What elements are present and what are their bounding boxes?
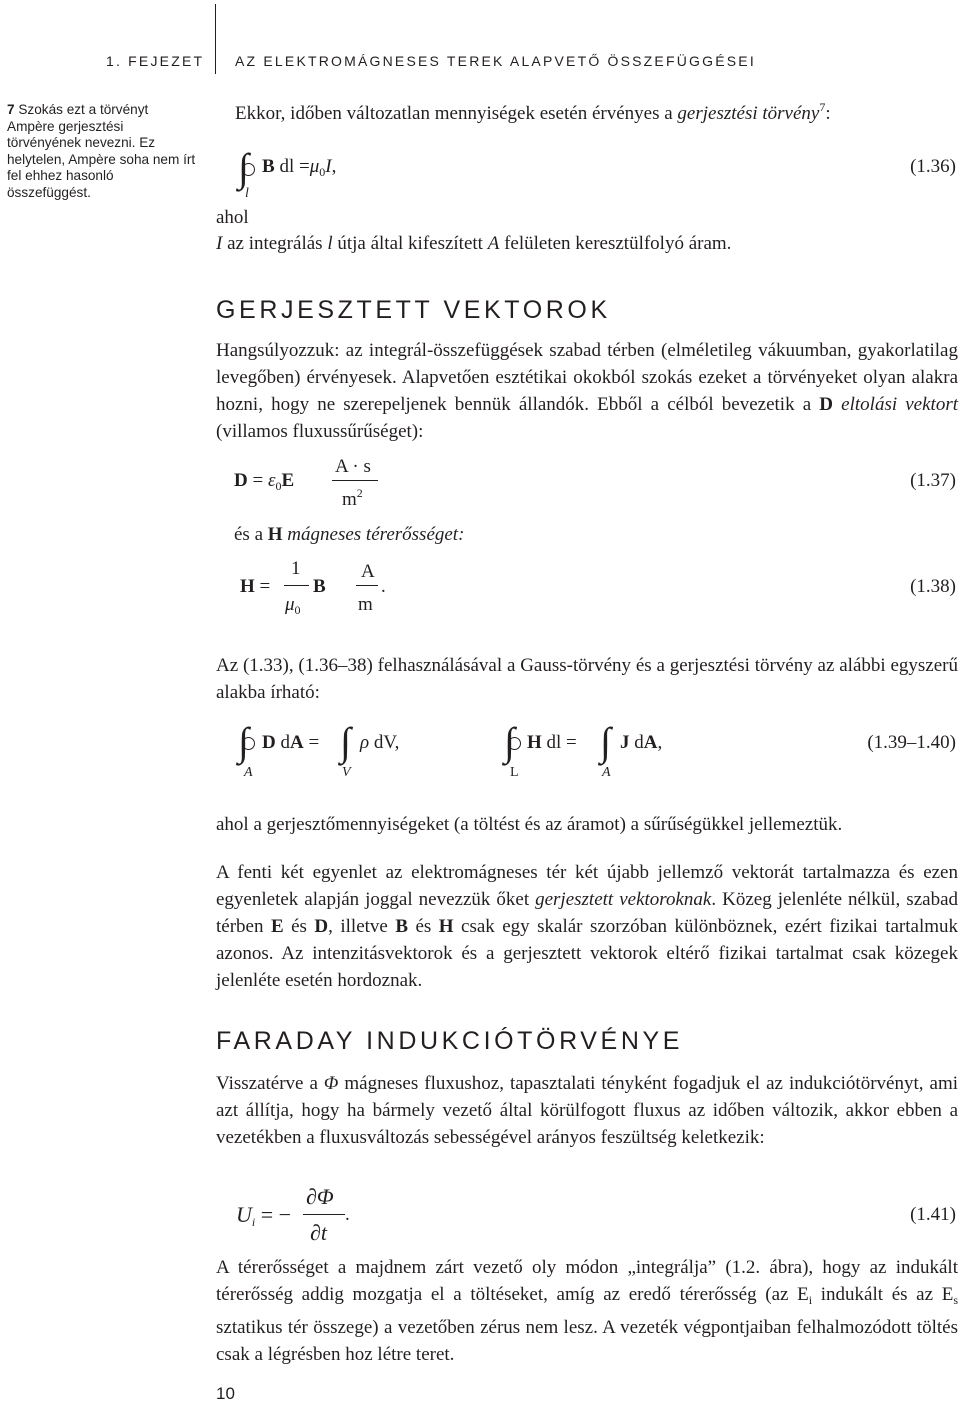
symbol-D: D [262, 732, 276, 753]
unit-A: A [361, 561, 375, 582]
text: mágneses fluxushoz, tapasztalati tényként fogadjuk el az indukciótörvényt, ami azt állítja, hogy ha bármely vezető által körülfogott fluxus az időben változik, akkor ebben a vezetékben a fluxusváltozás sebességével arányos feszültség keletkezik: [216, 1073, 958, 1148]
page-number: 10 [216, 1384, 235, 1403]
contour-integral-sign: ∫ [238, 719, 249, 764]
text: A fenti két egyenlet az elektromágneses tér két újabb jellemző vektorát tartalmazza és ezen egyenletek alapján joggal nevezzük őket [216, 862, 958, 910]
equation-number: (1.36) [910, 156, 956, 177]
space [833, 394, 841, 415]
equation-1-38-lhs [240, 576, 270, 598]
and-line [234, 524, 464, 546]
symbol-D: D [314, 916, 329, 937]
unit-m: m [358, 594, 373, 615]
text: d [275, 732, 290, 753]
subscript: s [953, 1293, 958, 1307]
symbol-H: H [527, 732, 542, 753]
footnote-ref: 7 [819, 100, 826, 114]
equation-number: (1.41) [910, 1204, 956, 1225]
ahol-label: ahol [216, 207, 249, 228]
text: csak egy skalár szorzóban különböznek, ezért fizikai tartalmuk azonos. Az intenzitásvektorok és a gerjesztett vektorok eltérő fizikai tartalmat csak közegek jelenléte esetén hordoznak. [216, 916, 959, 991]
fraction-bar [356, 585, 378, 586]
sidenote-number: 7 [7, 102, 15, 117]
paragraph [216, 859, 958, 994]
symbol-A: A [289, 732, 304, 753]
integral-limit: l [245, 186, 249, 201]
symbol-rho: ρ [360, 732, 370, 753]
fraction-denominator [285, 594, 301, 618]
text: . Közeg jelenléte nélkül, szabad térben [216, 889, 958, 937]
term: gerjesztett vektoroknak [535, 889, 712, 910]
fraction-bar [332, 480, 378, 481]
symbol-B-bold: B [313, 576, 326, 597]
contour-circle [508, 737, 521, 750]
equals-sign: = [259, 576, 271, 597]
equation-1-40 [527, 732, 577, 754]
section-heading: GERJESZTETT VEKTOROK [216, 296, 611, 324]
eq-comma: , [657, 732, 663, 753]
text: és a [234, 524, 268, 545]
symbol-B: B [395, 916, 408, 937]
symbol-l: l [327, 233, 333, 254]
paragraph: Az (1.33), (1.36–38) felhasználásával a Gauss-törvény és a gerjesztési törvény az alábbi egyszerű alakba írható: [216, 655, 958, 703]
eq-text: dl = [274, 156, 310, 177]
symbol-A: A [487, 233, 500, 254]
symbol-D: D [234, 470, 248, 491]
fraction-denominator: ∂t [310, 1220, 327, 1245]
eq-comma: , [331, 156, 337, 177]
contour-circle [242, 737, 255, 750]
eq-period: . [381, 576, 386, 597]
intro-line [235, 100, 831, 125]
chapter-title: AZ ELEKTROMÁGNESES TEREK ALAPVETŐ ÖSSZEFÜGGÉSEI [235, 53, 756, 69]
text: , illetve [328, 916, 396, 937]
subscript: 0 [294, 603, 301, 617]
text: dV, [369, 732, 400, 753]
unit-numerator: A · s [335, 456, 371, 477]
contour-circle [242, 163, 255, 176]
symbol-E: E [270, 916, 284, 937]
integral-limit: A [244, 765, 253, 780]
subscript: i [251, 1215, 256, 1229]
contour-integral-sign: ∫ [238, 145, 249, 190]
section-heading: FARADAY INDUKCIÓTÖRVÉNYE [216, 1027, 684, 1055]
paragraph [216, 1070, 958, 1151]
text: d [629, 732, 644, 753]
symbol-mu: μ [309, 156, 320, 177]
symbol-B: B [262, 156, 275, 177]
term: eltolási vektort [841, 394, 958, 415]
symbol-U: U [236, 1202, 252, 1227]
integral-sign: ∫ [600, 719, 611, 764]
text: A térerősséget a majdnem zárt vezető oly módon „integrálja” (1.2. ábra), hogy az indukált térerősség addig mozgatja el a töltéseket, amíg az eredő térerősség (az E [216, 1257, 958, 1305]
symbol-I: I [325, 156, 332, 177]
eq-period: . [345, 1204, 350, 1225]
symbol-H: H [240, 576, 255, 597]
paragraph [216, 1254, 958, 1368]
fraction-one: 1 [291, 558, 301, 579]
symbol-H: H [438, 916, 454, 937]
equation-number: (1.38) [910, 576, 956, 597]
equals-sign: = [303, 732, 320, 753]
text: (villamos fluxussűrűséget): [216, 421, 424, 442]
text: sztatikus tér összege) a vezetőben zérus nem lesz. A vezeték végpontjaiban felhalmozódott töltés csak a légrésben hoz létre teret. [216, 1317, 958, 1365]
symbol-phi: Φ [323, 1073, 339, 1094]
equals-sign: = [252, 470, 264, 491]
integral-limit: V [342, 765, 351, 780]
subscript: 0 [319, 165, 326, 179]
symbol-H: H [267, 524, 283, 545]
symbol-D: D [819, 394, 834, 415]
equation-1-37-lhs [234, 470, 294, 494]
equation-1-39-rhs [360, 732, 399, 754]
symbol-E: E [281, 470, 295, 491]
where-line [216, 233, 731, 255]
equation-1-39 [262, 732, 319, 754]
text: és [408, 916, 439, 937]
subscript: i [808, 1293, 813, 1307]
sidenote [7, 102, 197, 201]
superscript: 2 [356, 486, 363, 500]
equation-1-41-lhs [236, 1202, 291, 1230]
unit-denominator [342, 486, 363, 511]
symbol-I: I [216, 233, 223, 254]
intro-text: Ekkor, időben változatlan mennyiségek esetén érvényes a [235, 103, 678, 124]
fraction-bar [284, 585, 309, 586]
intro-term: gerjesztési törvény [677, 103, 820, 124]
symbol-B [313, 576, 326, 598]
text: indukált és az E [812, 1284, 954, 1305]
symbol-J: J [620, 732, 630, 753]
chapter-label: 1. FEJEZET [106, 53, 205, 69]
integral-sign: ∫ [340, 719, 351, 764]
symbol-A: A [643, 732, 658, 753]
integral-limit: A [602, 765, 611, 780]
text: dl = [541, 732, 577, 753]
equation-number: (1.39–1.40) [867, 732, 956, 753]
intro-colon: : [825, 103, 831, 124]
fraction-numerator: ∂Φ [306, 1184, 334, 1209]
text: Hangsúlyozzuk: az integrál-összefüggések szabad térben (elméletileg vákuumban, gyakorlatilag levegőben) érvényesek. Alapvetően esztétikai okokból szokás ezeket a törvényeket olyan alakra hozni, hogy ne szerepeljenek bennük állandók. Ebből a célból bevezetik a [216, 340, 958, 415]
sidenote-text: Szokás ezt a törvényt Ampère gerjesztési törvényének nevezni. Ez helytelen, Ampère soha nem írt fel ehhez hasonló összefüggést. [7, 102, 196, 200]
equation-1-36 [262, 156, 336, 180]
equation-number: (1.37) [910, 470, 956, 491]
contour-integral-sign: ∫ [504, 719, 515, 764]
paragraph: ahol a gerjesztőmennyiségeket (a töltést és az áramot) a sűrűségükkel jellemeztük. [216, 814, 843, 835]
symbol-epsilon: ε [267, 470, 276, 491]
text: felületen keresztülfolyó áram. [499, 233, 732, 254]
text: Visszatérve a [216, 1073, 324, 1094]
term: mágneses térerősséget: [282, 524, 465, 545]
subscript: 0 [275, 479, 282, 493]
equation-1-40-rhs [620, 732, 662, 754]
symbol-mu: μ [285, 594, 295, 615]
header-rule [215, 4, 216, 74]
integral-limit: L [510, 765, 519, 780]
unit-m: m [342, 489, 357, 510]
text: és [283, 916, 315, 937]
text: az integrálás [222, 233, 328, 254]
paragraph [216, 337, 958, 445]
fraction-bar [303, 1214, 345, 1215]
equals-minus: = − [260, 1202, 292, 1227]
text: útja által kifeszített [332, 233, 488, 254]
